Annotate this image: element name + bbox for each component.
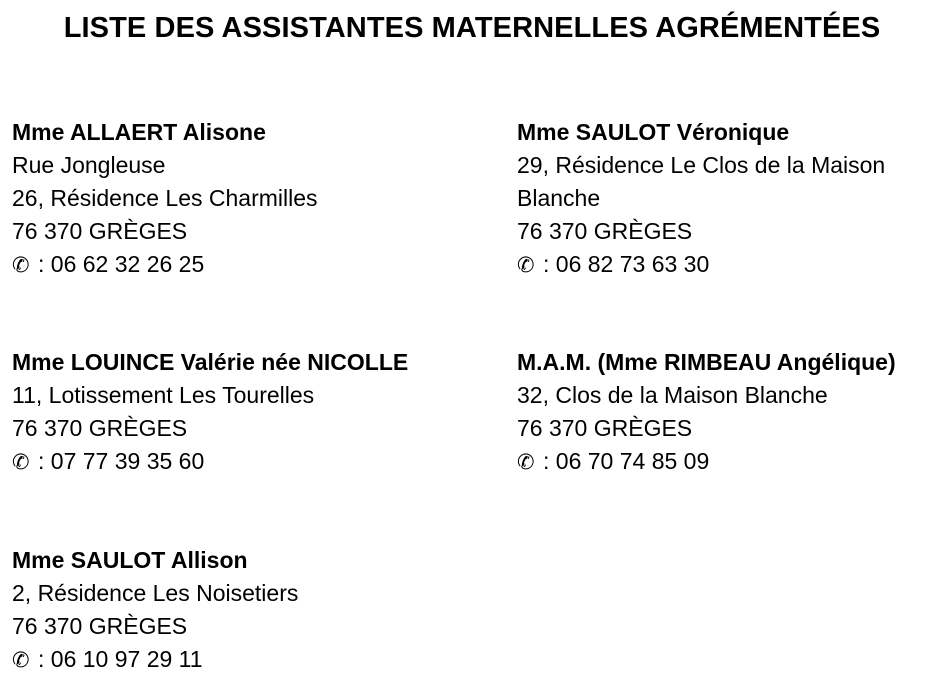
address-line: 29, Résidence Le Clos de la Maison (517, 152, 886, 178)
postal-line: 76 370 GRÈGES (12, 613, 188, 639)
address-line: 26, Résidence Les Charmilles (12, 185, 318, 211)
postal-line: 76 370 GRÈGES (12, 415, 188, 441)
phone-icon: ✆ (12, 451, 30, 474)
postal-line: 76 370 GRÈGES (517, 218, 693, 244)
postal-line: 76 370 GRÈGES (12, 218, 188, 244)
contact-entry-allaert (12, 116, 318, 282)
contact-name: Mme SAULOT Allison (12, 547, 248, 573)
contact-entry-mam-rimbeau (517, 346, 896, 479)
phone-icon: ✆ (517, 254, 535, 277)
phone-icon: ✆ (12, 649, 30, 672)
phone-number: : 06 10 97 29 11 (31, 646, 203, 672)
address-line: Blanche (517, 185, 601, 211)
phone-line (517, 445, 896, 479)
address-line: Rue Jongleuse (12, 152, 166, 178)
phone-icon: ✆ (517, 451, 535, 474)
phone-line (12, 248, 318, 282)
contact-name: M.A.M. (Mme RIMBEAU Angélique) (517, 349, 896, 375)
contact-name: Mme ALLAERT Alisone (12, 119, 266, 145)
address-line: 2, Résidence Les Noisetiers (12, 580, 299, 606)
contact-entry-louince (12, 346, 408, 479)
phone-number: : 06 70 74 85 09 (536, 448, 710, 474)
contact-entry-saulot-allison (12, 544, 298, 677)
address-line: 11, Lotissement Les Tourelles (12, 382, 315, 408)
phone-number: : 07 77 39 35 60 (31, 448, 205, 474)
phone-number: : 06 82 73 63 30 (536, 251, 710, 277)
contact-name: Mme SAULOT Véronique (517, 119, 790, 145)
phone-line (517, 248, 885, 282)
postal-line: 76 370 GRÈGES (517, 415, 693, 441)
address-line: 32, Clos de la Maison Blanche (517, 382, 828, 408)
phone-line (12, 643, 298, 677)
contact-name: Mme LOUINCE Valérie née NICOLLE (12, 349, 409, 375)
phone-line (12, 445, 408, 479)
page-title: LISTE DES ASSISTANTES MATERNELLES AGRÉMENTÉES (63, 12, 881, 44)
phone-icon: ✆ (12, 254, 30, 277)
phone-number: : 06 62 32 26 25 (31, 251, 205, 277)
contact-entry-saulot-veronique (517, 116, 885, 282)
